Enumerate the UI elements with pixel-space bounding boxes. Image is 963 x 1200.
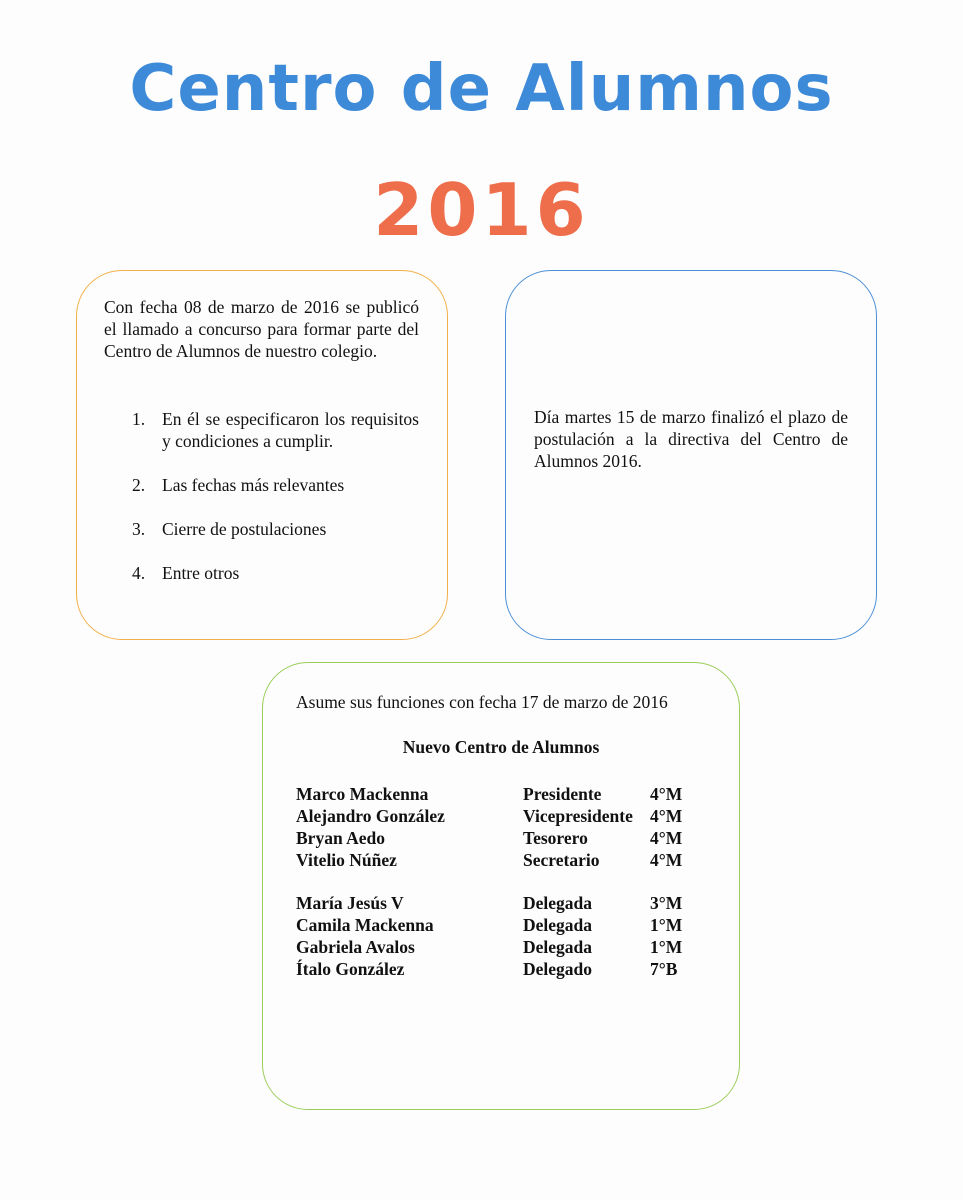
member-grade: 1°M (650, 937, 683, 957)
member-role: Delegada (523, 937, 593, 957)
member-name: Gabriela Avalos (296, 937, 415, 957)
table-row (296, 892, 716, 914)
member-grade: 4°M (650, 828, 683, 848)
member-name: Marco Mackenna (296, 784, 429, 804)
board-roster (296, 783, 716, 871)
member-grade: 4°M (650, 806, 683, 826)
member-name: Camila Mackenna (296, 915, 434, 935)
list-item (104, 408, 419, 452)
member-grade: 4°M (650, 850, 683, 870)
member-name: Vitelio Núñez (296, 850, 397, 870)
member-role: Delegada (523, 915, 593, 935)
new-council-box (262, 662, 740, 1110)
table-row (296, 783, 716, 805)
page-year: 2016 (373, 168, 590, 252)
table-row (296, 849, 716, 871)
member-role: Presidente (523, 784, 602, 804)
table-row (296, 805, 716, 827)
new-council-intro: Asume sus funciones con fecha 17 de marzo de 2016 (296, 692, 668, 712)
list-item-text: Las fechas más relevantes (162, 475, 345, 495)
list-item (104, 518, 419, 540)
list-item-text: En él se especificaron los requisitos y condiciones a cumplir. (162, 409, 419, 451)
member-role: Delegada (523, 893, 593, 913)
member-role: Delegado (523, 959, 593, 979)
deadline-text: Día martes 15 de marzo finalizó el plazo de postulación a la directiva del Centro de Alumnos 2016. (534, 407, 848, 471)
delegates-roster (296, 892, 716, 980)
member-role: Tesorero (523, 828, 588, 848)
member-grade: 1°M (650, 915, 683, 935)
member-grade: 4°M (650, 784, 683, 804)
table-row (296, 958, 716, 980)
list-item-number: 1. (132, 409, 146, 429)
list-item-number: 3. (132, 519, 146, 539)
table-row (296, 936, 716, 958)
member-name: Alejandro González (296, 806, 445, 826)
list-item-number: 4. (132, 563, 146, 583)
announcement-intro: Con fecha 08 de marzo de 2016 se publicó el llamado a concurso para formar parte del Centro de Alumnos de nuestro colegio. (104, 297, 419, 361)
list-item-text: Entre otros (162, 563, 240, 583)
table-row (296, 827, 716, 849)
list-item (104, 562, 419, 584)
table-row (296, 914, 716, 936)
new-council-heading: Nuevo Centro de Alumnos (402, 737, 600, 757)
page-title: Centro de Alumnos (129, 52, 834, 126)
member-grade: 7°B (650, 959, 678, 979)
list-item (104, 474, 419, 496)
member-name: María Jesús V (296, 893, 404, 913)
member-role: Vicepresidente (523, 806, 633, 826)
announcement-list (104, 408, 419, 584)
member-role: Secretario (523, 850, 600, 870)
member-name: Ítalo González (296, 959, 405, 979)
list-item-text: Cierre de postulaciones (162, 519, 327, 539)
list-item-number: 2. (132, 475, 146, 495)
member-name: Bryan Aedo (296, 828, 385, 848)
member-grade: 3°M (650, 893, 683, 913)
